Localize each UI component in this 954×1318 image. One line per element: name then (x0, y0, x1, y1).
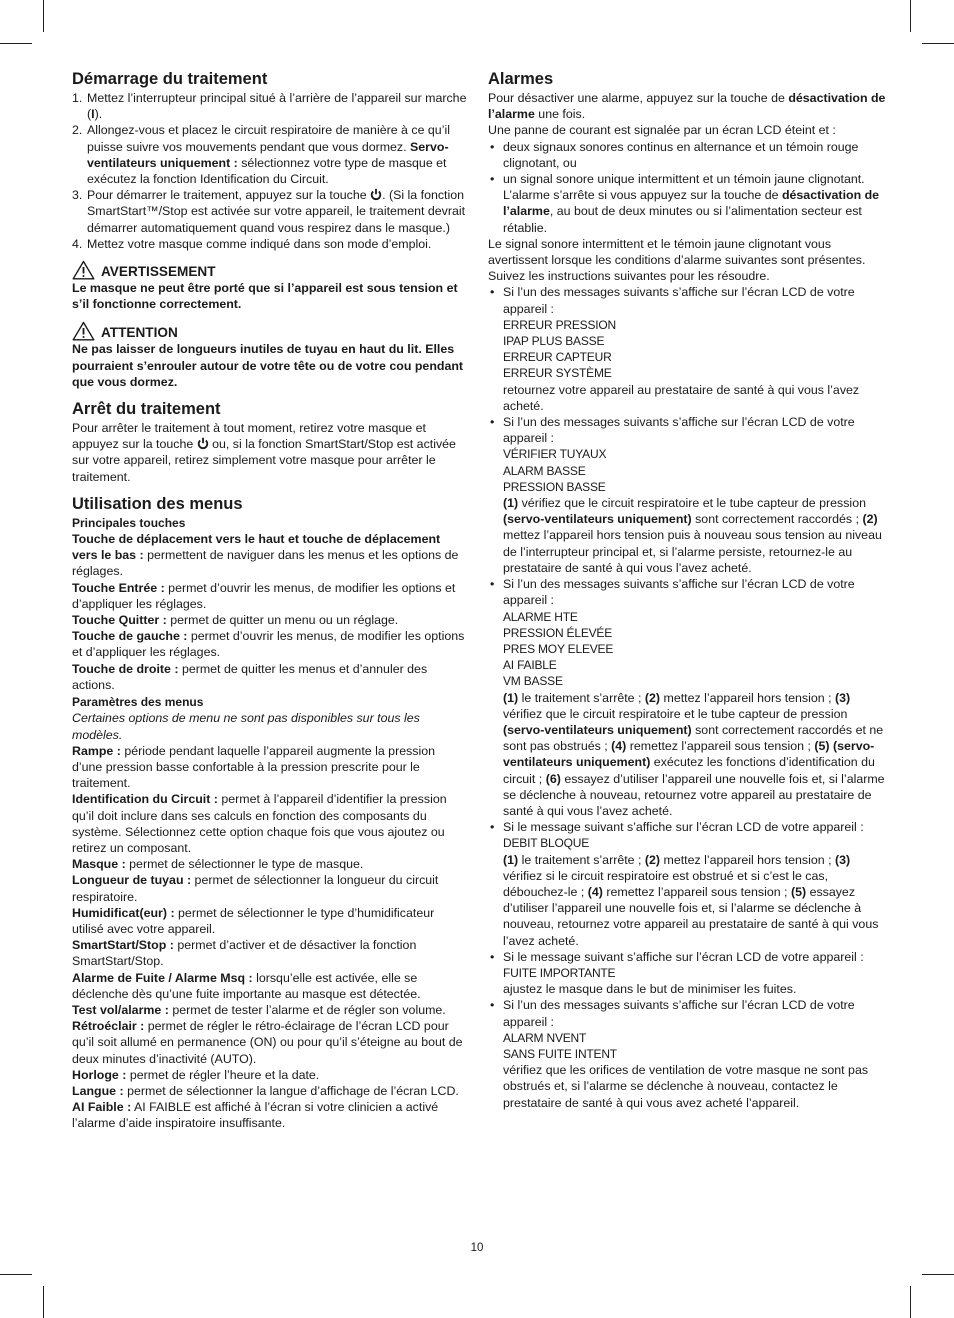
crop-mark (43, 1286, 44, 1318)
param-entry: Horloge : permet de régler l’heure et la date. (72, 1067, 320, 1082)
crop-mark (922, 43, 954, 44)
power-failure-list (488, 139, 886, 236)
lcd-message: VÉRIFIER TUYAUX (503, 447, 607, 462)
subheading: Principales touches (72, 515, 186, 530)
params-note: Certaines options de menu ne sont pas disponibles sur tous les modèles. (72, 711, 420, 742)
warning-triangle-icon (72, 321, 95, 341)
paragraph: Une panne de courant est signalée par un écran LCD éteint et : (488, 123, 836, 138)
list-item: • Si le message suivant s’affiche sur l’écran LCD de votre appareil : FUITE IMPORTANTE ajustez le masque dans le but de minimiser les fuites. (488, 949, 886, 998)
start-treatment-section (72, 69, 468, 252)
param-entry: SmartStart/Stop : permet d’activer et de désactiver la fonction SmartStart/Stop. (72, 938, 417, 969)
page-number: 10 (470, 1242, 484, 1254)
lcd-message: IPAP PLUS BASSE (503, 334, 605, 349)
start-steps (72, 90, 468, 252)
lcd-message: ERREUR CAPTEUR (503, 350, 612, 365)
section-title: Démarrage du traitement (72, 70, 268, 88)
notice-text: Le masque ne peut être porté que si l’appareil est sous tension et s’il fonctionne correctement. (72, 281, 458, 312)
notice-heading: AVERTISSEMENT (101, 264, 216, 280)
crop-mark (0, 43, 32, 44)
param-entry: Alarme de Fuite / Alarme Msq : lorsqu’elle est activée, elle se déclenche dès qu’une fuite importante au masque est détectée. (72, 970, 421, 1001)
param-entry: Test vol/alarme : permet de tester l’alarme et de régler son volume. (72, 1002, 446, 1017)
section-title: Utilisation des menus (72, 494, 243, 513)
stop-treatment-section (72, 399, 468, 485)
power-note: L’alarme s’arrête si vous appuyez sur la touche de désactivation de l’alarme, au bout de deux minutes ou si l’alimentation secteur est rétablie. (503, 188, 880, 235)
lcd-message: VM BASSE (503, 674, 563, 689)
key-entry: Touche Entrée : permet d’ouvrir les menus, de modifier les options et d’appliquer les réglages. (72, 580, 456, 611)
step-item: 2. Allongez-vous et placez le circuit respiratoire de manière à ce qu’il puisse suivre vos mouvements pendant que vous dormez. Servo-ventilateurs uniquement : sélectionnez votre type de masque et exécutez la fonction Identification du Circuit. (72, 123, 450, 187)
lcd-message: FUITE IMPORTANTE (503, 965, 616, 980)
section-title: Alarmes (488, 70, 554, 88)
left-column (72, 69, 468, 1132)
paragraph: Pour désactiver une alarme, appuyez sur la touche de désactivation de l’alarme une fois. (488, 91, 886, 122)
lcd-message: PRESSION ÉLEVÉE (503, 625, 613, 640)
section-title: Arrêt du traitement (72, 400, 221, 419)
lcd-message: ALARM NVENT (503, 1030, 587, 1045)
warning-triangle-icon (72, 260, 95, 280)
step-item: 3. Pour démarrer le traitement, appuyez sur la touche . (Si la fonction SmartStart™/Stop est activée sur votre appareil, le traitement devrait démarrer automatiquement quand vous respirez dans le masque.) (72, 188, 466, 235)
notice-text: Ne pas laisser de longueurs inutiles de tuyau en haut du lit. Elles pourraient s’enrouler autour de votre tête ou de votre cou pendant que vous dormez. (72, 342, 464, 389)
list-item: • deux signaux sonores continus en alternance et un témoin rouge clignotant, ou (490, 139, 859, 170)
list-item: • Si l’un des messages suivants s’affiche sur l’écran LCD de votre appareil : ALARM NVENT SANS FUITE INTENT vérifiez que les orifices de ventilation de votre masque ne sont pas obstrués et, si l’alarme se déclenche à nouveau, contactez le prestataire de santé à qui vous avez acheté l’appareil. (488, 997, 886, 1110)
list-item: • Si l’un des messages suivants s’affiche sur l’écran LCD de votre appareil : ERREUR PRESSION IPAP PLUS BASSE ERREUR CAPTEUR ERREUR SYSTÈME retournez votre appareil au prestataire de santé à qui vous l’avez acheté. (488, 284, 886, 414)
lcd-message: PRESSION BASSE (503, 479, 606, 494)
param-entry: Longueur de tuyau : permet de sélectionner la longueur du circuit respiratoire. (72, 873, 439, 904)
power-button-icon (370, 188, 382, 201)
lcd-message: ALARME HTE (503, 609, 578, 624)
list-item: • un signal sonore unique intermittent et un témoin jaune clignotant. L’alarme s’arrête si vous appuyez sur la touche de désactivation de l’alarme, au bout de deux minutes ou si l’alimentation secteur est rétablie. (488, 171, 886, 236)
crop-mark (910, 1286, 911, 1318)
key-entry: Touche de gauche : permet d’ouvrir les menus, de modifier les options et d’appliquer les réglages. (72, 629, 465, 660)
warning-notice (72, 260, 468, 312)
param-entry: Langue : permet de sélectionner la langue d’affichage de l’écran LCD. (72, 1083, 459, 1098)
alarm-conditions-list (488, 284, 886, 1110)
list-item: • Si le message suivant s’affiche sur l’écran LCD de votre appareil : DEBIT BLOQUE (1) le traitement s’arrête ; (2) mettez l’appareil hors tension ; (3) vérifiez si le circuit respiratoire est obstrué et si c’est le cas, débouchez-le ; (4) remettez l’appareil sous tension ; (5) essayez d’utiliser l’appareil une nouvelle fois et, si l’alarme se déclenche à nouveau, retournez votre appareil au prestataire de santé à qui vous l’avez acheté. (488, 819, 886, 949)
lcd-message: SANS FUITE INTENT (503, 1046, 617, 1061)
subheading: Paramètres des menus (72, 695, 204, 710)
paragraph: Pour arrêter le traitement à tout moment, retirez votre masque et appuyez sur la touche ou, si la fonction SmartStart/Stop est activée sur votre appareil, retirez simplement votre masque pour arrêter le traitement. (72, 421, 456, 484)
lcd-message: ERREUR PRESSION (503, 317, 617, 332)
list-item: • Si l’un des messages suivants s’affiche sur l’écran LCD de votre appareil : VÉRIFIER TUYAUX ALARM BASSE PRESSION BASSE (1) vérifiez que le circuit respiratoire et le tube capteur de pression (servo-ventilateurs uniquement) sont correctement raccordés ; (2) mettez l’appareil hors tension puis à nouveau sous tension au niveau de l’interrupteur principal et, si l’alarme persiste, retournez-le au prestataire de santé à qui vous l’avez acheté. (488, 414, 886, 576)
lcd-message: DEBIT BLOQUE (503, 836, 590, 851)
crop-mark (922, 1274, 954, 1275)
step-item: 4. Mettez votre masque comme indiqué dans son mode d’emploi. (72, 236, 432, 251)
param-entry: Masque : permet de sélectionner le type de masque. (72, 857, 364, 872)
lcd-message: ERREUR SYSTÈME (503, 366, 612, 381)
param-entry: Rampe : période pendant laquelle l’appareil augmente la pression d’une pression basse confortable à la pression prescrite pour le traitement. (72, 743, 436, 791)
lcd-message: PRES MOY ELEVEE (503, 641, 614, 656)
crop-mark (43, 0, 44, 32)
crop-mark (0, 1274, 32, 1275)
step-item: 1. Mettez l’interrupteur principal situé à l’arrière de l’appareil sur marche (I). (72, 91, 467, 122)
lcd-message: ALARM BASSE (503, 463, 586, 478)
lcd-message: AI FAIBLE (503, 658, 557, 673)
power-button-icon (197, 437, 209, 450)
power-on-symbol: I (91, 107, 95, 122)
list-item: • Si l’un des messages suivants s’affiche sur l’écran LCD de votre appareil : ALARME HTE PRESSION ÉLEVÉE PRES MOY ELEVEE AI FAIBLE VM BASSE (1) le traitement s’arrête ; (2) mettez l’appareil hors tension ; (3) vérifiez que le circuit respiratoire et le tube capteur de pression (servo-ventilateurs uniquement) sont correctement raccordés et ne sont pas obstrués ; (4) remettez l’appareil sous tension ; (5) (servo-ventilateurs uniquement) exécutez les fonctions d’identification du circuit ; (6) essayez d’utiliser l’appareil une nouvelle fois et, si l’alarme se déclenche à nouveau, retournez votre appareil au prestataire de santé à qui vous l’avez acheté. (490, 577, 885, 818)
param-entry: Rétroéclair : permet de régler le rétro-éclairage de l’écran LCD pour qu’il soit allumé en permanence (ON) ou pour qu’il s’éteigne au bout de deux minutes d’inactivité (AUTO). (72, 1019, 463, 1066)
param-entry: AI Faible : AI FAIBLE est affiché à l’écran si votre clinicien a activé l’alarme d’aide inspiratoire insuffisante. (72, 1100, 439, 1131)
menus-section (72, 494, 468, 1132)
param-entry: Identification du Circuit : permet à l’appareil d’identifier la pression qu’il doit inclure dans ses calculs en fonction des composants du système. Sélectionnez cette option chaque fois que vous ajoutez ou retirez un composant. (72, 792, 447, 855)
notice-heading: ATTENTION (101, 325, 178, 341)
crop-mark (910, 0, 911, 32)
key-entry: Touche Quitter : permet de quitter un menu ou un réglage. (72, 613, 399, 628)
paragraph: Le signal sonore intermittent et le témoin jaune clignotant vous avertissent lorsque les conditions d’alarme suivantes sont présentes. Suivez les instructions suivantes pour les résoudre. (488, 236, 866, 284)
caution-notice (72, 321, 468, 390)
key-entry: Touche de déplacement vers le haut et touche de déplacement vers le bas : permettent de naviguer dans les menus et les options de réglages. (72, 532, 459, 579)
param-entry: Humidificat(eur) : permet de sélectionner le type d’humidificateur utilisé avec votre appareil. (72, 905, 435, 936)
right-column (488, 69, 886, 1111)
key-entry: Touche de droite : permet de quitter les menus et d’annuler des actions. (72, 661, 428, 692)
